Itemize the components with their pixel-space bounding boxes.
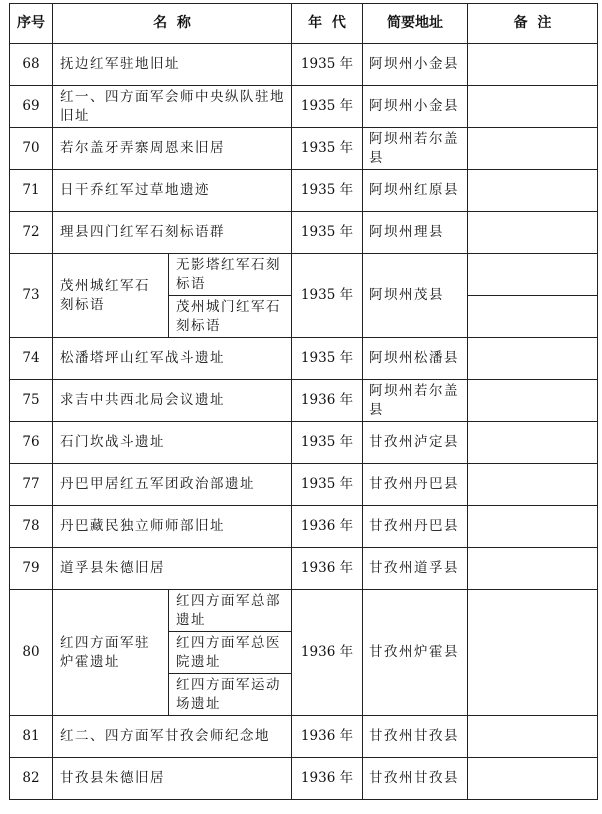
row-name: 茂州城红军石刻标语 xyxy=(53,254,169,338)
row-address: 甘孜州甘孜县 xyxy=(363,716,468,758)
row-name: 求吉中共西北局会议遗址 xyxy=(53,380,292,422)
row-no: 74 xyxy=(10,338,53,380)
row-note xyxy=(468,86,598,128)
header-name: 名 称 xyxy=(53,4,292,44)
row-no: 75 xyxy=(10,380,53,422)
row-year: 1935 年 xyxy=(292,170,363,212)
row-address: 阿坝州若尔盖县 xyxy=(363,128,468,170)
table-row xyxy=(10,380,598,422)
header-address: 简要地址 xyxy=(363,4,468,44)
row-address: 甘孜州炉霍县 xyxy=(363,590,468,716)
table-row xyxy=(10,338,598,380)
row-note xyxy=(468,170,598,212)
row-year: 1935 年 xyxy=(292,44,363,86)
row-sub-item: 无影塔红军石刻标语 xyxy=(169,254,292,296)
row-name: 红四方面军驻炉霍遗址 xyxy=(53,590,169,716)
row-address: 甘孜州道孚县 xyxy=(363,548,468,590)
row-year: 1936 年 xyxy=(292,590,363,716)
row-address: 阿坝州若尔盖县 xyxy=(363,380,468,422)
row-note xyxy=(468,296,598,338)
row-year: 1936 年 xyxy=(292,380,363,422)
table-row xyxy=(10,590,598,632)
table-row xyxy=(10,422,598,464)
row-name: 丹巴甲居红五军团政治部遗址 xyxy=(53,464,292,506)
row-year: 1935 年 xyxy=(292,254,363,338)
row-name: 若尔盖牙弄寨周恩来旧居 xyxy=(53,128,292,170)
row-name: 松潘塔坪山红军战斗遗址 xyxy=(53,338,292,380)
row-note xyxy=(468,464,598,506)
row-name: 日干乔红军过草地遗迹 xyxy=(53,170,292,212)
row-year: 1935 年 xyxy=(292,86,363,128)
row-address: 阿坝州茂县 xyxy=(363,254,468,338)
row-name: 理县四门红军石刻标语群 xyxy=(53,212,292,254)
row-year: 1935 年 xyxy=(292,128,363,170)
row-no: 82 xyxy=(10,758,53,800)
table-row xyxy=(10,212,598,254)
row-no: 78 xyxy=(10,506,53,548)
row-no: 69 xyxy=(10,86,53,128)
row-name: 石门坎战斗遗址 xyxy=(53,422,292,464)
row-note xyxy=(468,422,598,464)
row-year: 1936 年 xyxy=(292,758,363,800)
row-no: 79 xyxy=(10,548,53,590)
row-year: 1935 年 xyxy=(292,464,363,506)
row-name: 抚边红军驻地旧址 xyxy=(53,44,292,86)
table-row xyxy=(10,758,598,800)
header-no: 序号 xyxy=(10,4,53,44)
row-address: 甘孜州丹巴县 xyxy=(363,506,468,548)
row-note xyxy=(468,44,598,86)
row-year: 1935 年 xyxy=(292,338,363,380)
table-row xyxy=(10,548,598,590)
row-note xyxy=(468,758,598,800)
table-row xyxy=(10,716,598,758)
table-row xyxy=(10,254,598,296)
row-no: 77 xyxy=(10,464,53,506)
table-row xyxy=(10,464,598,506)
row-note xyxy=(468,128,598,170)
row-address: 甘孜州丹巴县 xyxy=(363,464,468,506)
row-name: 红二、四方面军甘孜会师纪念地 xyxy=(53,716,292,758)
row-name: 红一、四方面军会师中央纵队驻地旧址 xyxy=(53,86,292,128)
row-year: 1936 年 xyxy=(292,548,363,590)
row-year: 1936 年 xyxy=(292,716,363,758)
row-note xyxy=(468,590,598,716)
row-note xyxy=(468,212,598,254)
table-row xyxy=(10,128,598,170)
row-note xyxy=(468,338,598,380)
row-sub-item: 红四方面军总医院遗址 xyxy=(169,632,292,674)
table-row xyxy=(10,170,598,212)
row-name: 甘孜县朱德旧居 xyxy=(53,758,292,800)
row-sub-item: 红四方面军总部遗址 xyxy=(169,590,292,632)
row-note xyxy=(468,380,598,422)
header-year: 年 代 xyxy=(292,4,363,44)
row-year: 1935 年 xyxy=(292,422,363,464)
row-address: 阿坝州理县 xyxy=(363,212,468,254)
row-no: 81 xyxy=(10,716,53,758)
row-address: 阿坝州红原县 xyxy=(363,170,468,212)
row-no: 70 xyxy=(10,128,53,170)
row-note xyxy=(468,548,598,590)
row-year: 1936 年 xyxy=(292,506,363,548)
table-header-row xyxy=(10,4,598,44)
header-note: 备 注 xyxy=(468,4,598,44)
row-address: 甘孜州甘孜县 xyxy=(363,758,468,800)
row-note xyxy=(468,506,598,548)
row-name: 道孚县朱德旧居 xyxy=(53,548,292,590)
row-no: 68 xyxy=(10,44,53,86)
row-no: 76 xyxy=(10,422,53,464)
heritage-sites-table xyxy=(9,3,598,800)
table-row xyxy=(10,44,598,86)
table-row xyxy=(10,86,598,128)
row-sub-item: 红四方面军运动场遗址 xyxy=(169,674,292,716)
row-address: 阿坝州小金县 xyxy=(363,44,468,86)
row-no: 80 xyxy=(10,590,53,716)
row-address: 阿坝州小金县 xyxy=(363,86,468,128)
row-no: 73 xyxy=(10,254,53,338)
row-note xyxy=(468,254,598,296)
row-sub-item: 茂州城门红军石刻标语 xyxy=(169,296,292,338)
heritage-table-sheet xyxy=(9,3,597,809)
row-address: 甘孜州泸定县 xyxy=(363,422,468,464)
table-row xyxy=(10,506,598,548)
row-no: 72 xyxy=(10,212,53,254)
row-no: 71 xyxy=(10,170,53,212)
row-name: 丹巴藏民独立师师部旧址 xyxy=(53,506,292,548)
row-address: 阿坝州松潘县 xyxy=(363,338,468,380)
row-year: 1935 年 xyxy=(292,212,363,254)
row-note xyxy=(468,716,598,758)
